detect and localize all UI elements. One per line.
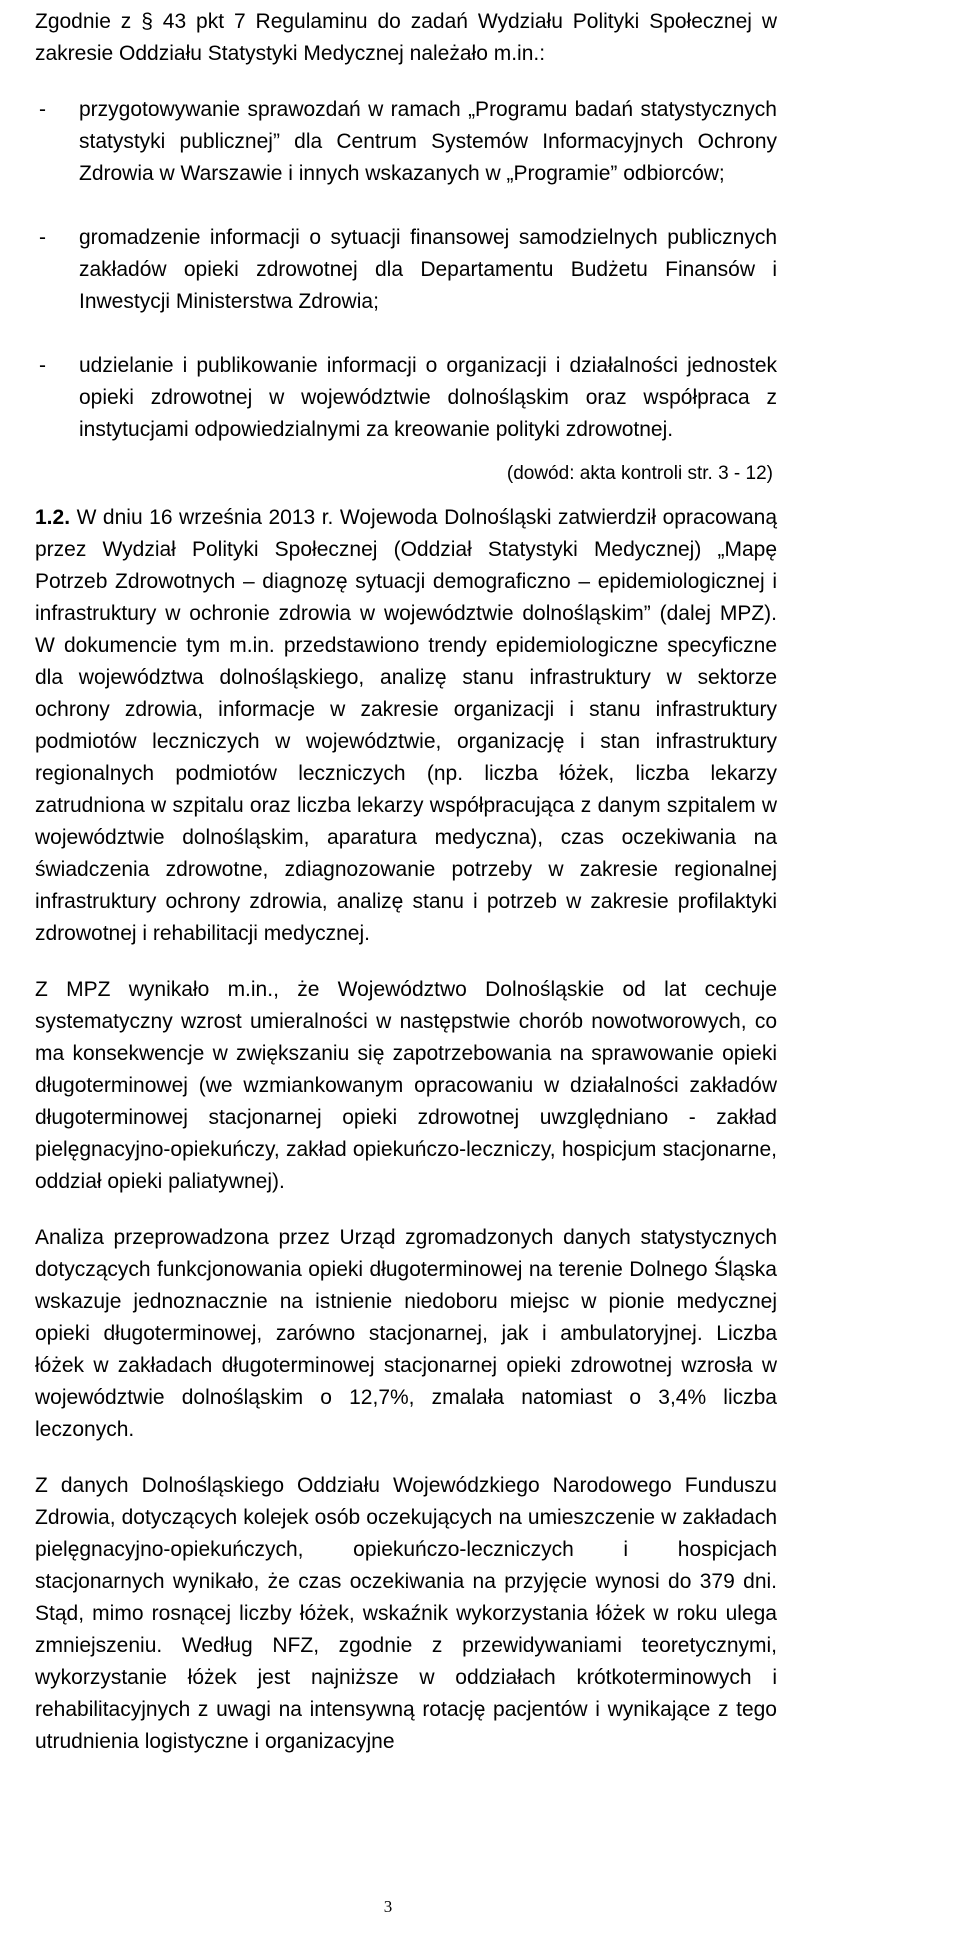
- list-item-text: gromadzenie informacji o sytuacji finansowej samodzielnych publicznych zakładów opieki zdrowotnej dla Departamentu Budżetu Finansów i Inwestycji Ministerstwa Zdrowia;: [79, 226, 777, 313]
- list-item-text: przygotowywanie sprawozdań w ramach „Programu badań statystycznych statystyki publicznej” dla Centrum Systemów Informacyjnych Ochrony Zdrowia w Warszawie i innych wskazanych w „Programie” odbiorców;: [79, 98, 777, 185]
- list-marker: -: [39, 98, 46, 121]
- duties-list: [35, 94, 777, 446]
- body-paragraph: Z MPZ wynikało m.in., że Województwo Dolnośląskie od lat cechuje systematyczny wzrost umieralności w następstwie chorób nowotworowych, co ma konsekwencje w zwiększaniu się zapotrzebowania na sprawowanie opieki długoterminowej (we wzmiankowanym opracowaniu w działalności zakładów długoterminowej stacjonarnej opieki zdrowotnej uwzględniano - zakład pielęgnacyjno-opiekuńczy, zakład opiekuńczo-leczniczy, hospicjum stacjonarne, oddział opieki paliatywnej).: [35, 978, 777, 1193]
- list-item-text: udzielanie i publikowanie informacji o organizacji i działalności jednostek opieki zdrowotnej w województwie dolnośląskim oraz współpraca z instytucjami odpowiedzialnymi za kreowanie polityki zdrowotnej.: [79, 354, 777, 441]
- body-paragraph: Z danych Dolnośląskiego Oddziału Wojewódzkiego Narodowego Funduszu Zdrowia, dotyczących kolejek osób oczekujących na umieszczenie w zakładach pielęgnacyjno-opiekuńczych, opiekuńczo-leczniczych i hospicjach stacjonarnych wynikało, że czas oczekiwania na przyjęcie wynosi do 379 dni. Stąd, mimo rosnącej liczby łóżek, wskaźnik wykorzystania łóżek w roku ulega zmniejszeniu. Według NFZ, zgodnie z przewidywaniami teoretycznymi, wykorzystanie łóżek jest najniższe w oddziałach krótkoterminowych i rehabilitacyjnych z uwagi na intensywną rotację pacjentów i wynikające z tego utrudnienia logistyczne i organizacyjne: [35, 1474, 777, 1753]
- list-marker: -: [39, 226, 46, 249]
- section-text: W dniu 16 września 2013 r. Wojewoda Dolnośląski zatwierdził opracowaną przez Wydział Polityki Społecznej (Oddział Statystyki Medycznej) „Mapę Potrzeb Zdrowotnych – diagnozę sytuacji demograficzno – epidemiologicznej i infrastruktury w ochronie zdrowia w województwie dolnośląskim” (dalej MPZ). W dokumencie tym m.in. przedstawiono trendy epidemiologiczne specyficzne dla województwa dolnośląskiego, analizę stanu infrastruktury w sektorze ochrony zdrowia, informacje w zakresie organizacji i stanu infrastruktury podmiotów leczniczych w województwie, organizację i stan infrastruktury regionalnych podmiotów leczniczych (np. liczba łóżek, liczba lekarzy zatrudniona w szpitalu oraz liczba lekarzy współpracująca z danym szpitalem w województwie dolnośląskim, aparatura medyczna), czas oczekiwania na świadczenia zdrowotne, zdiagnozowanie potrzeby w zakresie regionalnej infrastruktury ochrony zdrowia, analizę stanu i potrzeb w zakresie profilaktyki zdrowotnej i rehabilitacji medycznej.: [35, 506, 777, 945]
- body-paragraph: Analiza przeprowadzona przez Urząd zgromadzonych danych statystycznych dotyczących funkcjonowania opieki długoterminowej na terenie Dolnego Śląska wskazuje jednoznacznie na istnienie niedoboru miejsc w pionie medycznej opieki długoterminowej, zarówno stacjonarnej, jak i ambulatoryjnej. Liczba łóżek w zakładach długoterminowej stacjonarnej opieki zdrowotnej wzrosła w województwie dolnośląskim o 12,7%, zmalała natomiast o 3,4% liczba leczonych.: [35, 1226, 777, 1441]
- list-item: [35, 222, 777, 318]
- intro-paragraph: Zgodnie z § 43 pkt 7 Regulaminu do zadań Wydziału Polityki Społecznej w zakresie Oddziału Statystyki Medycznej należało m.in.:: [35, 10, 777, 65]
- section-paragraph: [35, 502, 777, 950]
- list-item: [35, 94, 777, 190]
- document-page: [35, 0, 777, 1758]
- list-item: [35, 350, 777, 446]
- source-note: (dowód: akta kontroli str. 3 - 12): [506, 463, 773, 484]
- list-marker: -: [39, 354, 46, 377]
- page-number: 3: [383, 1897, 393, 1916]
- section-number: 1.2.: [35, 506, 71, 529]
